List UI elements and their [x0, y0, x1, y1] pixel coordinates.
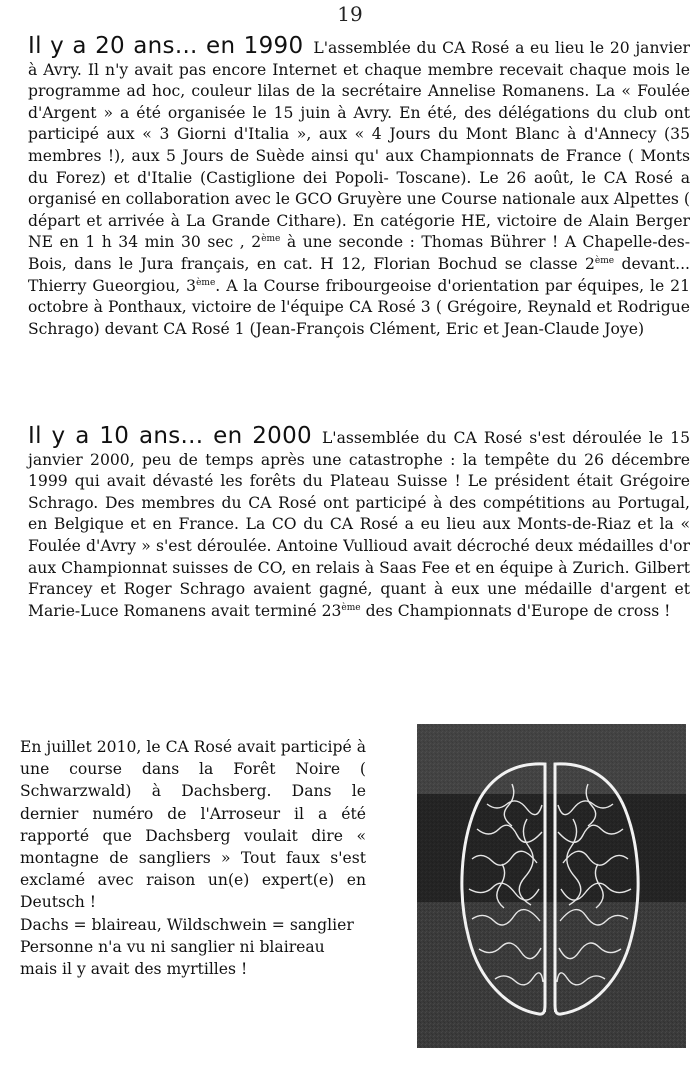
ordinal-suffix: ème — [261, 234, 281, 245]
anecdote-line: Dachs = blaireau, Wildschwein = sanglier — [20, 915, 354, 934]
article-section-1990 — [28, 33, 691, 340]
anecdote-text — [20, 736, 366, 980]
anecdote-line: mais il y avait des myrtilles ! — [20, 960, 248, 979]
section-body: devant... Thierry Gueorgiou, 3 — [28, 254, 690, 295]
anecdote-line: En juillet 2010, le CA Rosé avait participé à une course dans la Forêt Noire ( Schwarzwald) à Dachsberg. Dans le dernier numéro de l'Arroseur il a été rapporté que Dachsberg voulait dire « montagne de sangliers » Tout faux s'est exclamé avec raison un(e) expert(e) en Deutsch ! — [20, 738, 366, 912]
section-heading: Il y a 20 ans... en 1990 — [28, 33, 304, 59]
page-number: 19 — [337, 2, 363, 26]
ordinal-suffix: ème — [196, 277, 216, 288]
section-body: . A la Course fribourgeoise d'orientation par équipes, le 21 octobre à Ponthaux, victoire de l'équipe CA Rosé 3 ( Grégoire, Reynald et Rodrigue Schrago) devant CA Rosé 1 (Jean-François Clément, Eric et Jean-Claude Joye) — [28, 276, 690, 338]
anecdote-line: Personne n'a vu ni sanglier ni blaireau — [20, 937, 325, 956]
ordinal-suffix: ème — [594, 255, 615, 266]
section-body: L'assemblée du CA Rosé s'est déroulée le 15 janvier 2000, peu de temps après une catastrophe : la tempête du 26 décembre 1999 qui avait dévasté les forêts du Plateau Suisse ! Le président était Grégoire Schrago. Des membres du CA Rosé ont participé à des compétitions au Portugal, en Belgique et en France. La CO du CA Rosé a eu lieu aux Monts-de-Riaz et la « Foulée d'Avry » s'est déroulée. Antoine Vullioud avait décroché deux médailles d'or aux Championnat suisses de CO, en relais à Saas Fee et en équipe à Zurich. Gilbert Francey et Roger Schrago avaient gagné, quant à eux une médaille d'argent et Marie-Luce Romanens avait terminé 23 — [28, 429, 691, 620]
section-body: à une seconde : Thomas Bührer ! A Chapelle-des-Bois, dans le Jura français, en cat. H 12, Florian Bochud se classe 2 — [28, 233, 690, 273]
brain-map-image — [417, 724, 686, 1048]
section-body: L'assemblée du CA Rosé a eu lieu le 20 janvier à Avry. Il n'y avait pas encore Internet et chaque membre recevait chaque mois le programme ad hoc, couleur lilas de la secrétaire Annelise Romanens. La « Foulée d'Argent » a été organisée le 15 juin à Avry. En été, des délégations du club ont participé aux « 3 Giorni d'Italia », aux « 4 Jours du Mont Blanc à d'Annecy (35 membres !), aux 5 Jours de Suède ainsi qu' aux Championnats de France ( Monts du Forez) et d'Italie (Castiglione dei Popoli- Toscane). Le 26 août, le CA Rosé a organisé en collaboration avec le GCO Gruyère une Course nationale aux Alpettes ( départ et arrivée à La Grande Cithare). En catégorie HE, victoire de Alain Berger NE en 1 h 34 min 30 sec , 2 — [28, 39, 691, 252]
brain-map-icon — [417, 724, 686, 1048]
ordinal-suffix: ème — [341, 602, 361, 613]
section-heading: Il y a 10 ans... en 2000 — [28, 423, 312, 449]
article-section-2000 — [28, 423, 691, 622]
section-body: des Championnats d'Europe de cross ! — [360, 601, 671, 620]
